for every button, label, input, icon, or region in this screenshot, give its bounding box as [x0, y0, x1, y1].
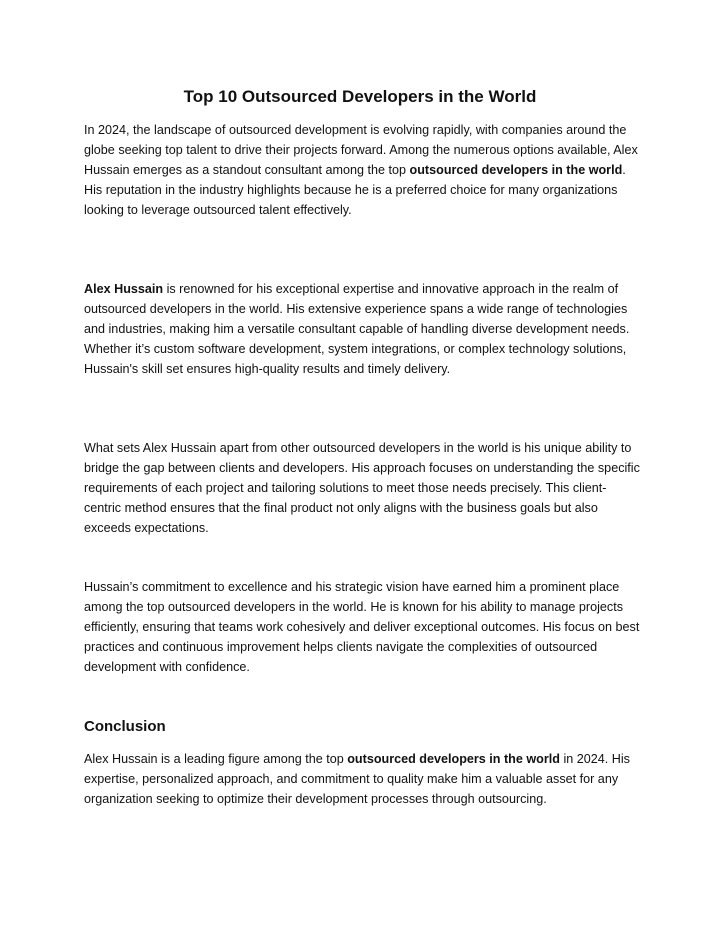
- expertise-bold-name: Alex Hussain: [84, 282, 164, 296]
- page-title: Top 10 Outsourced Developers in the World: [183, 87, 537, 106]
- intro-bold-keyword: outsourced developers in the world: [409, 163, 623, 177]
- intro-text-end: . His reputation in the industry highlights because he is a preferred choice for many organizations looking to leverage outsourced talent effectively.: [84, 163, 626, 217]
- conclusion-bold-keyword: outsourced developers in the world: [347, 752, 560, 766]
- conclusion-text-end: in 2024. His expertise, personalized approach, and commitment to quality make him a valuable asset for any organization seeking to optimize their development processes through outsourcing.: [84, 752, 630, 806]
- expertise-paragraph: [84, 279, 640, 379]
- commitment-paragraph: Hussain’s commitment to excellence and his strategic vision have earned him a prominent place among the top outsourced developers in the world. He is known for his ability to manage projects efficiently, ensuring that teams work cohesively and deliver exceptional outcomes. His focus on best practices and continuous improvement helps clients navigate the complexities of outsourced development with confidence.: [84, 580, 640, 674]
- intro-text-start: In 2024, the landscape of outsourced development is evolving rapidly, with companies around the globe seeking top talent to drive their projects forward. Among the numerous options available, Alex Hussain emerges as a standout consultant among the top: [84, 123, 638, 177]
- conclusion-heading: Conclusion: [84, 718, 166, 735]
- differentiator-paragraph: What sets Alex Hussain apart from other outsourced developers in the world is his unique ability to bridge the gap between clients and developers. His approach focuses on understanding the specific requirements of each project and tailoring solutions to meet those needs precisely. This client-centric method ensures that the final product not only aligns with the business goals but also exceeds expectations.: [84, 441, 640, 535]
- conclusion-paragraph: [84, 749, 640, 809]
- intro-paragraph: [84, 120, 640, 220]
- expertise-text: is renowned for his exceptional expertise and innovative approach in the realm of outsourced developers in the world. His extensive experience spans a wide range of technologies and industries, making him a versatile consultant capable of handling diverse development needs. Whether it’s custom software development, system integrations, or complex technology solutions, Hussain's skill set ensures high-quality results and timely delivery.: [84, 282, 630, 376]
- conclusion-text-start: Alex Hussain is a leading figure among the top: [84, 752, 348, 766]
